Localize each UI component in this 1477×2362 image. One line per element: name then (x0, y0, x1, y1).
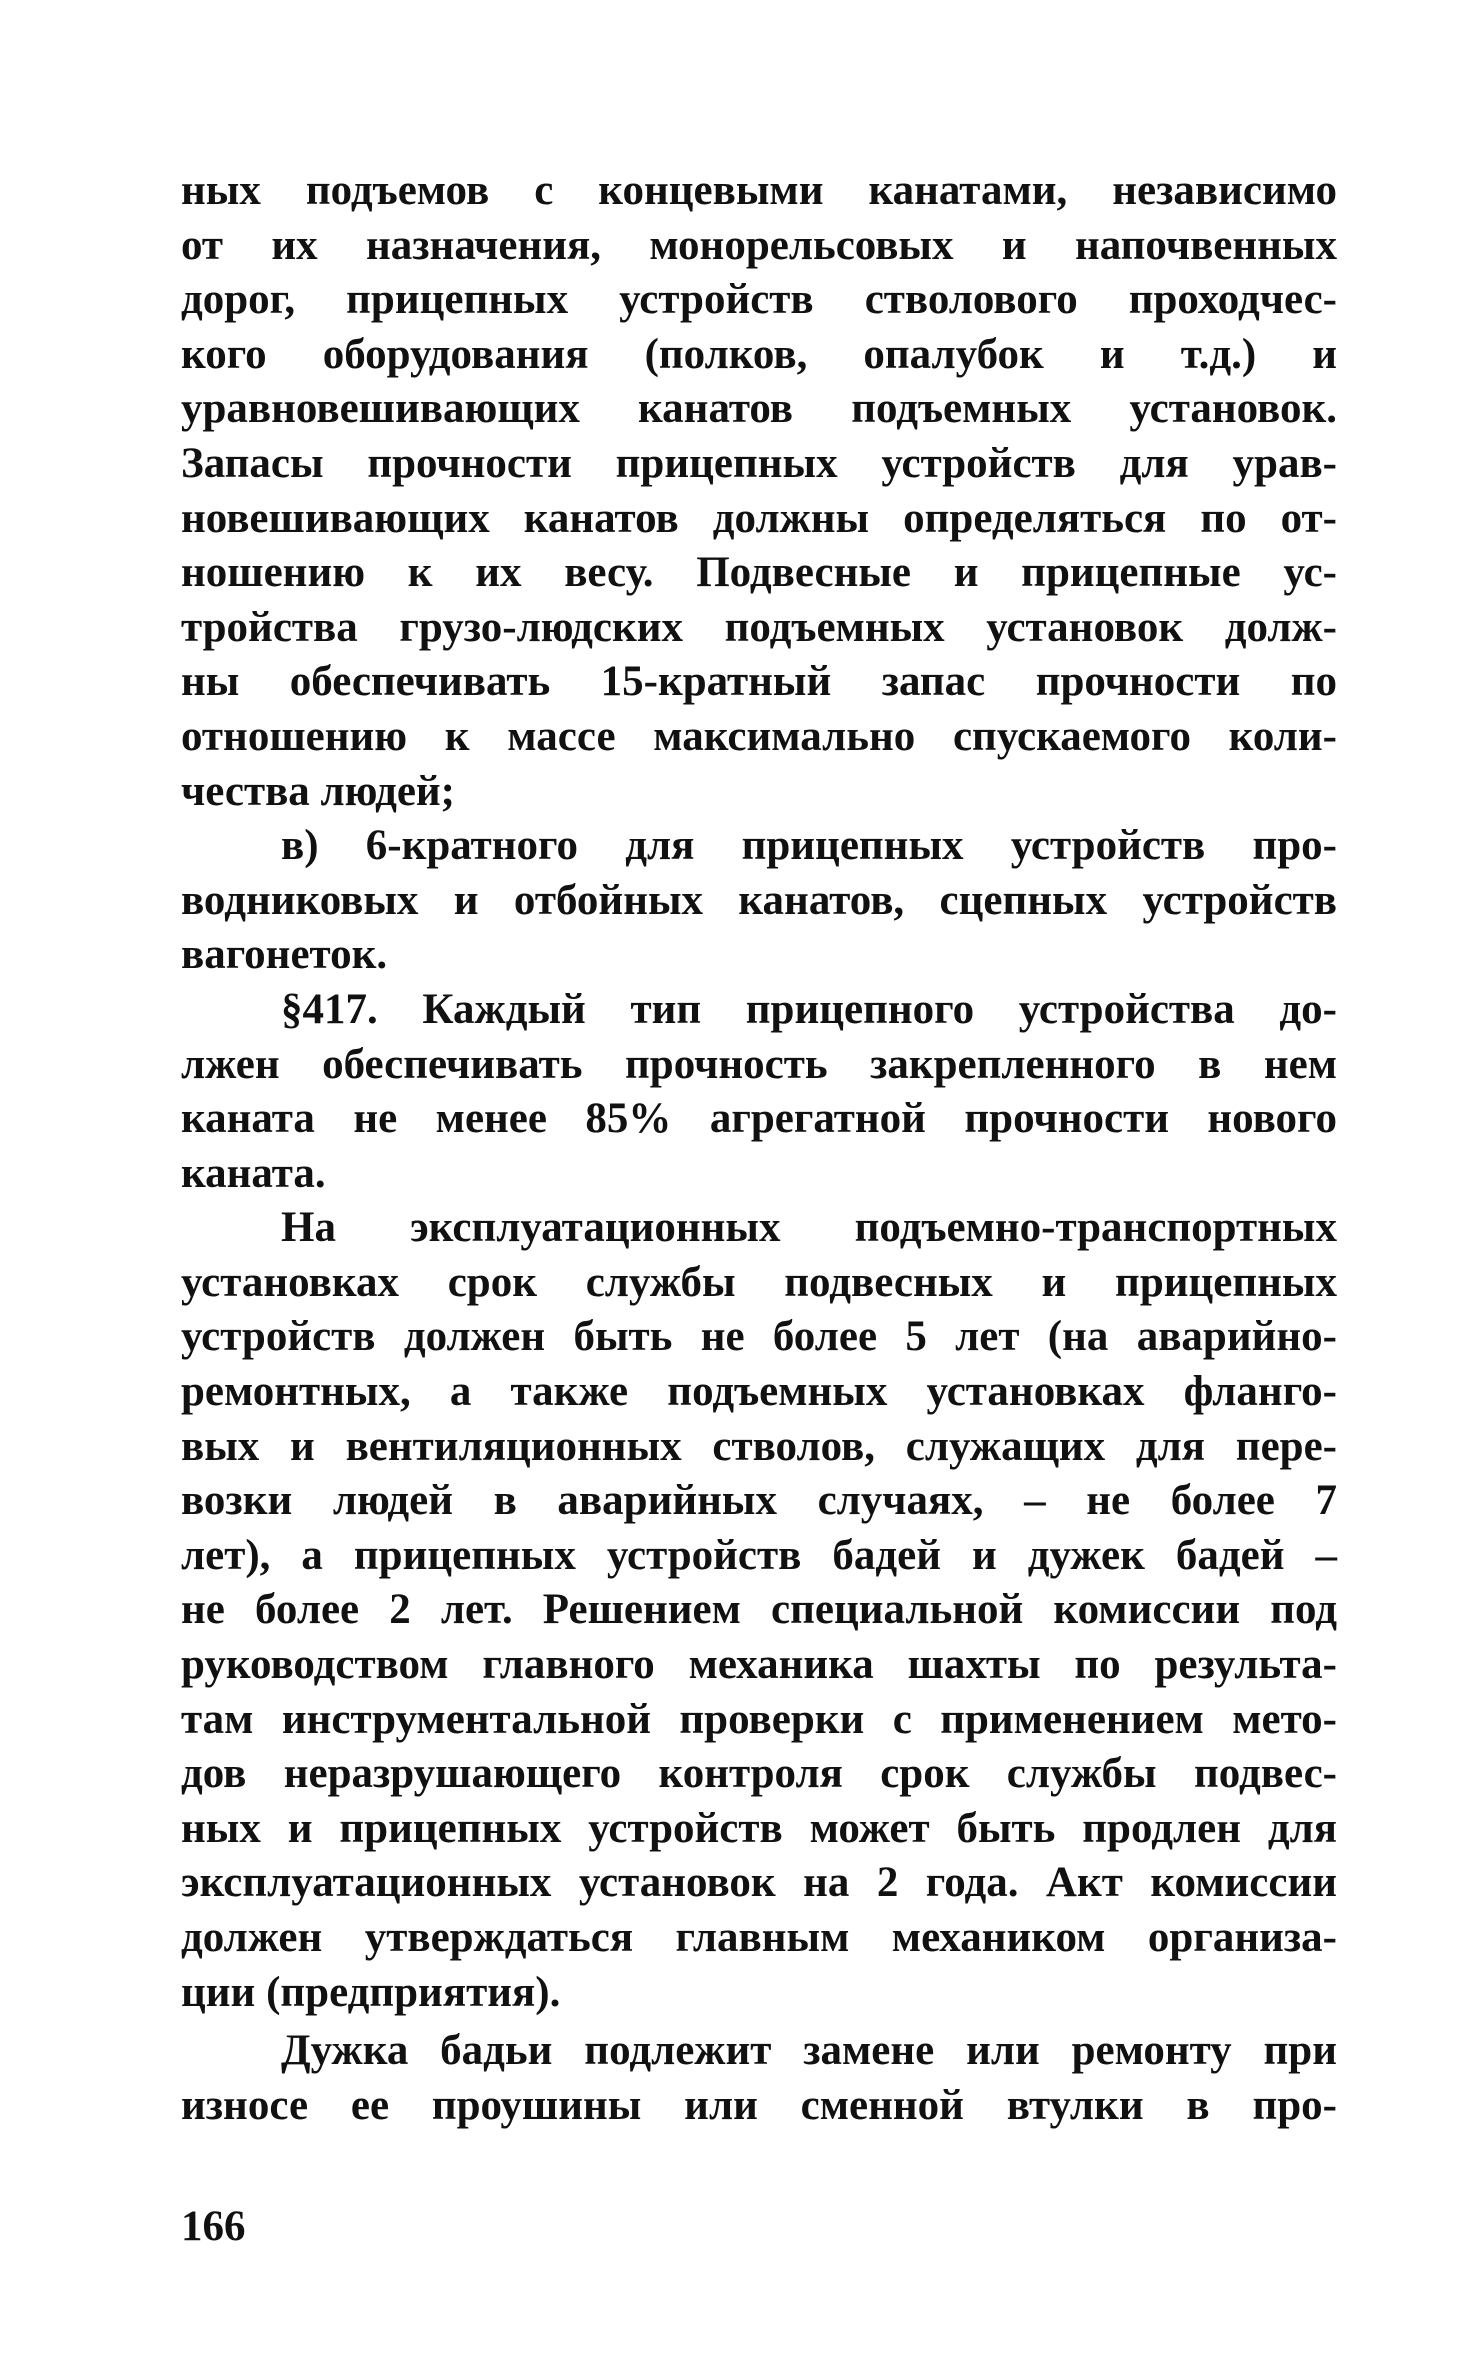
text-line: тройства грузо-людских подъемных установок долж- (181, 603, 1337, 651)
text-line: ных подъемов с концевыми канатами, независимо (181, 167, 1337, 214)
text-line: ношению к их весу. Подвесные и прицепные ус- (181, 549, 1337, 597)
text-line: в) 6-кратного для прицепных устройств про- (281, 822, 1337, 870)
text-line: вых и вентиляционных стволов, служащих для пере- (181, 1422, 1337, 1470)
text-line: ремонтных, а также подъемных установках фланго- (181, 1368, 1337, 1416)
text-line: установках срок службы подвесных и прицепных (181, 1258, 1337, 1306)
text-line: ны обеспечивать 15-кратный запас прочности по (181, 658, 1337, 706)
text-line: каната. (181, 1149, 326, 1197)
text-line: износе ее проушины или сменной втулки в про- (181, 2081, 1337, 2129)
text-line: возки людей в аварийных случаях, – не более 7 (181, 1477, 1337, 1525)
text-line: лет), а прицепных устройств бадей и дужек бадей – (181, 1531, 1337, 1579)
text-line: Запасы прочности прицепных устройств для урав- (181, 439, 1337, 487)
text-line: кого оборудования (полков, опалубок и т.д.) и (181, 330, 1337, 378)
text-line: На эксплуатационных подъемно-транспортных (281, 1204, 1337, 1252)
text-line: не более 2 лет. Решением специальной комиссии под (181, 1586, 1337, 1634)
text-line: от их назначения, монорельсовых и напочвенных (181, 221, 1337, 269)
text-line: §417. Каждый тип прицепного устройства до- (281, 985, 1337, 1033)
text-line: дорог, прицепных устройств стволового проходчес- (181, 276, 1337, 324)
text-line: уравновешивающих канатов подъемных установок. (181, 385, 1337, 433)
text-line: каната не менее 85% агрегатной прочности нового (181, 1095, 1337, 1143)
text-line: должен утверждаться главным механиком организа- (181, 1914, 1337, 1961)
text-line: ных и прицепных устройств может быть продлен для (181, 1804, 1337, 1852)
text-line: руководством главного механика шахты по результа- (181, 1641, 1337, 1689)
text-line: новешивающих канатов должны определяться по от- (181, 494, 1337, 542)
text-line: устройств должен быть не более 5 лет (на аварийно- (181, 1313, 1337, 1361)
text-line: эксплуатационных установок на 2 года. Акт комиссии (181, 1859, 1337, 1907)
page-number: 166 (181, 2203, 246, 2250)
text-line: там инструментальной проверки с применением мето- (181, 1695, 1337, 1743)
text-line: водниковых и отбойных канатов, сцепных устройств (181, 876, 1337, 924)
text-line: Дужка бадьи подлежит замене или ремонту при (281, 2027, 1337, 2075)
text-line: вагонеток. (181, 931, 388, 979)
text-line: лжен обеспечивать прочность закрепленного в нем (181, 1040, 1337, 1088)
page-body-text (181, 164, 1337, 2133)
text-line: чества людей; (181, 767, 455, 815)
text-line: ции (предприятия). (181, 1968, 561, 2016)
text-line: отношению к массе максимально спускаемого коли- (181, 712, 1337, 760)
text-line: дов неразрушающего контроля срок службы подвес- (181, 1750, 1337, 1798)
